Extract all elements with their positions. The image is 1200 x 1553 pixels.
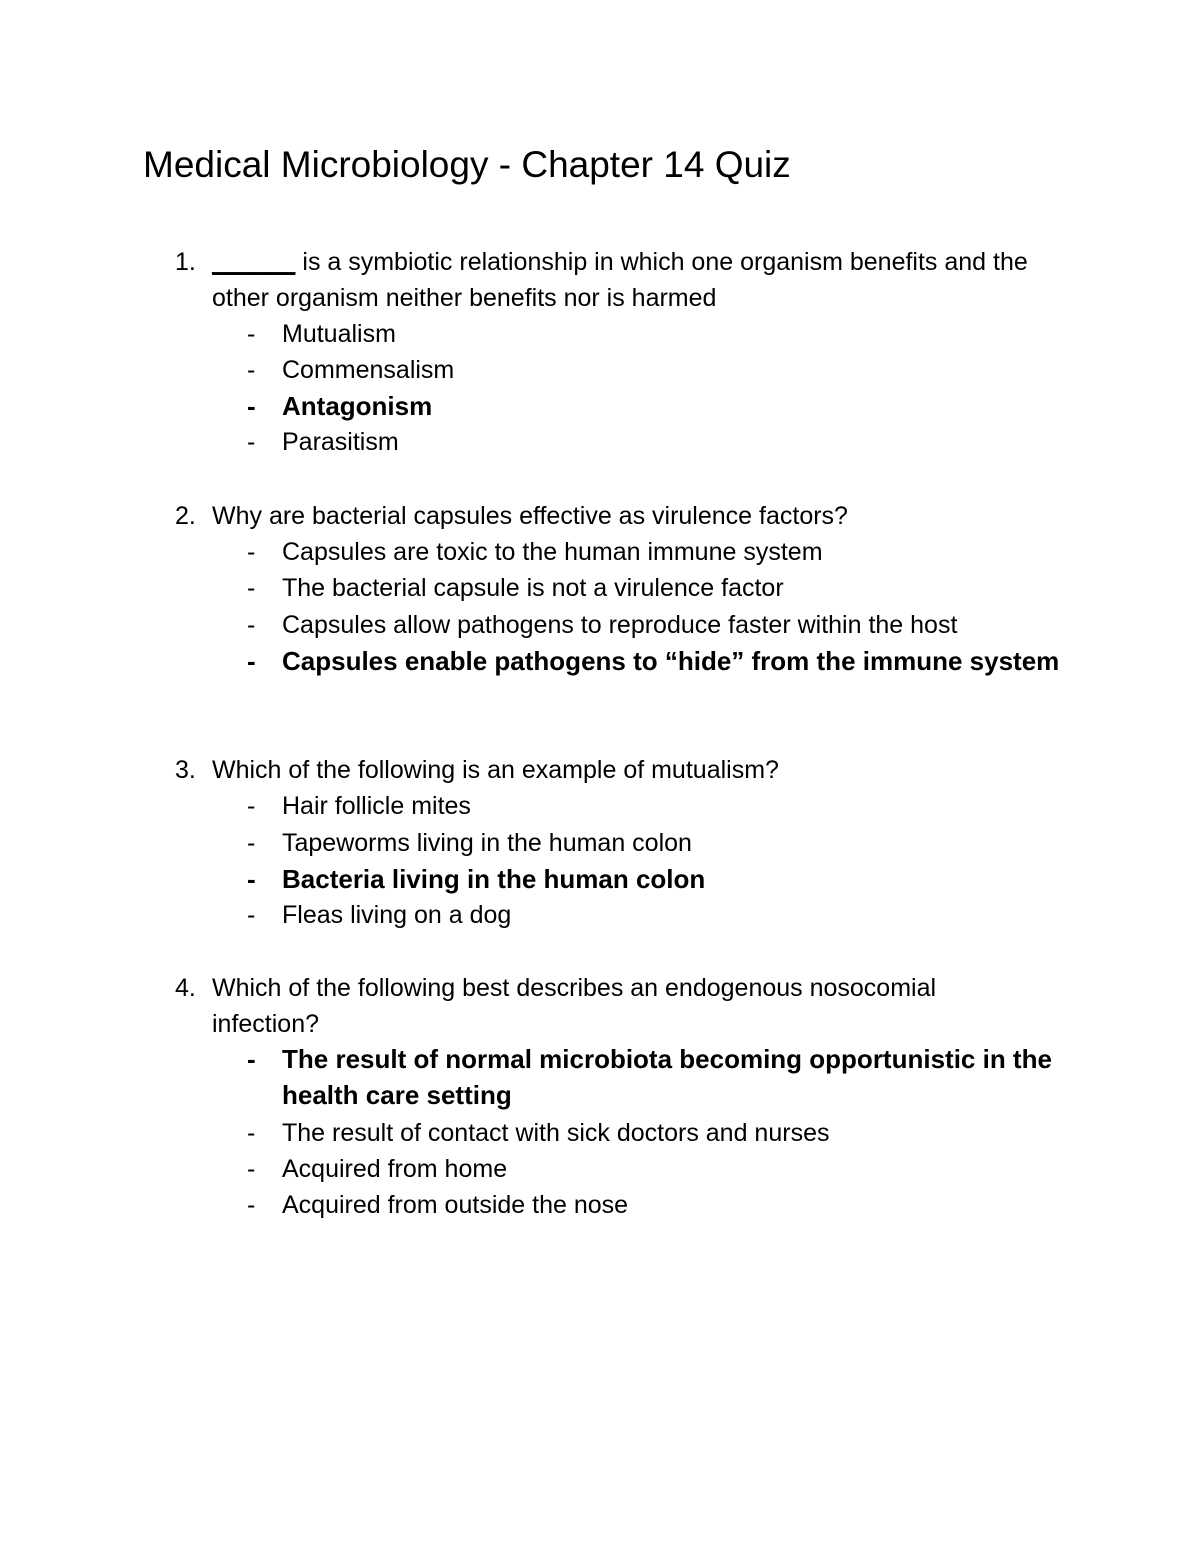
option-dash: - [247,1191,256,1219]
answer-blank: ______ [212,248,296,276]
option-text: Commensalism [282,356,455,384]
option-text: The bacterial capsule is not a virulence factor [282,574,784,602]
question-prompt: is a symbiotic relationship in which one organism benefits and the other organism neither benefits nor is harmed [212,248,1028,312]
question-number: 3. [175,756,196,784]
option-text: Bacteria living in the human colon [282,864,706,894]
option-text: Fleas living on a dog [282,901,512,929]
option-text: Tapeworms living in the human colon [282,829,692,857]
option-dash: - [247,646,256,676]
option-dash: - [247,1155,256,1183]
option-text: Acquired from home [282,1155,508,1183]
option-dash: - [247,574,256,602]
option-dash: - [247,391,256,421]
page-title: Medical Microbiology - Chapter 14 Quiz [143,144,791,185]
option-text: Mutualism [282,320,396,348]
question-text: Which of the following best describes an endogenous nosocomial infection? [212,974,937,1038]
option-dash: - [247,864,256,894]
option-dash: - [247,792,256,820]
option-text: The result of normal microbiota becoming opportunistic in the health care setting [282,1044,1052,1110]
option-text: Capsules are toxic to the human immune system [282,538,823,566]
option-text: Acquired from outside the nose [282,1191,629,1219]
question-number: 2. [175,502,196,530]
option-text: The result of contact with sick doctors and nurses [282,1119,830,1147]
question-number: 4. [175,974,196,1002]
option-text: Capsules allow pathogens to reproduce faster within the host [282,611,958,639]
option-dash: - [247,1119,256,1147]
option-text: Hair follicle mites [282,792,471,820]
option-dash: - [247,901,256,929]
option-dash: - [247,320,256,348]
option-dash: - [247,829,256,857]
option-dash: - [247,356,256,384]
question-number: 1. [175,248,196,276]
question-text: Why are bacterial capsules effective as virulence factors? [212,502,848,530]
option-text: Capsules enable pathogens to “hide” from the immune system [282,646,1060,676]
question-text [212,244,1042,316]
option-text: Antagonism [282,391,433,421]
question-text: Which of the following is an example of mutualism? [212,756,779,784]
option-dash: - [247,538,256,566]
option-dash: - [247,428,256,456]
option-dash: - [247,611,256,639]
option-text: Parasitism [282,428,399,456]
option-dash: - [247,1044,256,1074]
